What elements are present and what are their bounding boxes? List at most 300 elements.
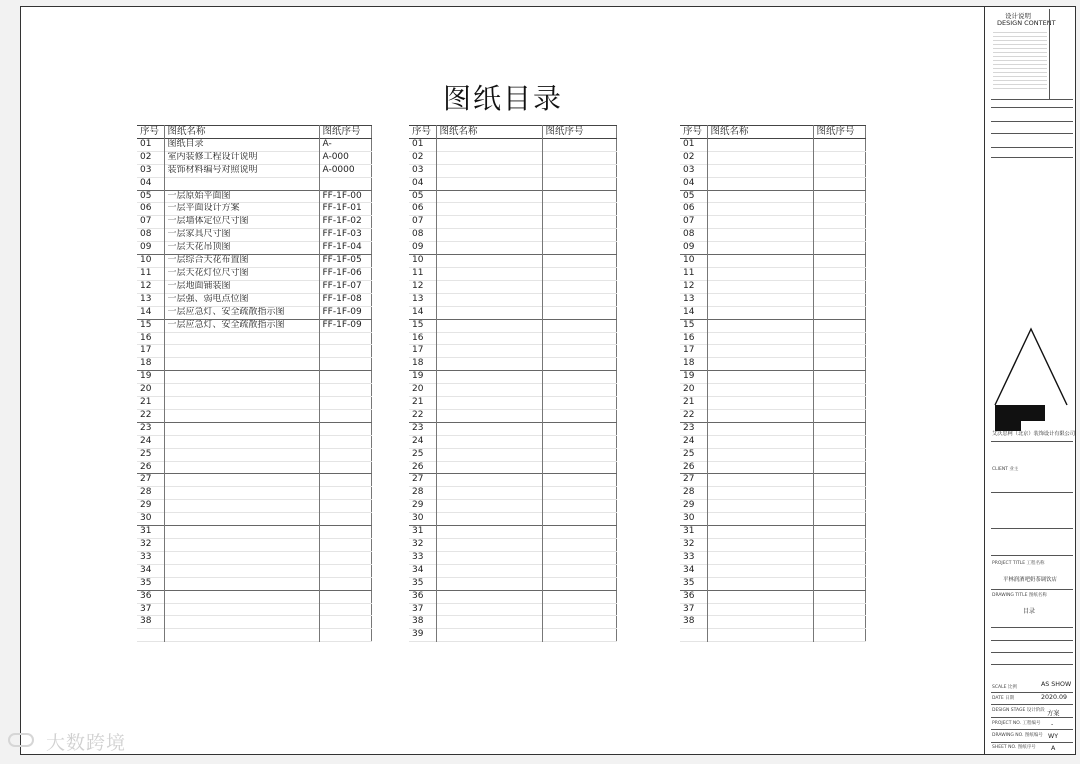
row-number: 38 [412,616,424,627]
row-number: 18 [140,358,152,369]
table-row [409,513,616,526]
row-drawing-name [436,216,542,229]
col-header-code: 图纸序号 [319,126,371,139]
row-drawing-code [542,448,616,461]
row-drawing-code [542,293,616,306]
row-drawing-code [319,629,371,642]
row-number: 22 [683,409,695,420]
index-table-2 [409,125,617,642]
table-row [409,384,616,397]
row-number [680,629,707,642]
row-drawing-code [542,590,616,603]
row-drawing-name [707,526,813,539]
row-drawing-name: 一层强、弱电点位图 [164,293,319,306]
row-drawing-name [707,577,813,590]
row-drawing-name [436,629,542,642]
table-row [409,577,616,590]
table-row [137,500,371,513]
client-label: CLIENT 业主 [992,467,1019,472]
row-number: 01 [412,138,424,149]
row-drawing-code [319,551,371,564]
table-row [680,461,865,474]
row-drawing-code [813,306,865,319]
row-drawing-code [542,138,616,151]
row-drawing-code [542,500,616,513]
row-drawing-code [542,435,616,448]
table-row [137,345,371,358]
row-number: 17 [412,345,424,356]
table-row [137,306,371,319]
row-drawing-code [813,255,865,268]
row-number: 06 [140,203,152,214]
row-drawing-code [542,242,616,255]
row-number: 39 [412,629,424,640]
stage-label: DESIGN STAGE 设计阶段 [992,708,1045,713]
table-row [409,319,616,332]
project-no-label: PROJECT NO. 工程编号 [992,721,1041,726]
scale-label: SCALE 比例 [992,685,1017,690]
table-row [137,384,371,397]
row-number: 16 [412,332,424,343]
row-number: 36 [683,590,695,601]
row-number: 30 [140,513,152,524]
table-row [680,487,865,500]
row-drawing-name [436,577,542,590]
row-drawing-code [813,203,865,216]
row-drawing-code [813,242,865,255]
row-drawing-name [436,435,542,448]
company-logo [993,325,1069,435]
row-drawing-name [164,332,319,345]
table-row [409,242,616,255]
table-row [137,526,371,539]
row-number: 36 [140,590,152,601]
row-drawing-code [319,616,371,629]
index-table-1 [137,125,372,642]
row-number: 27 [140,474,152,485]
row-drawing-name [707,306,813,319]
row-number: 26 [140,461,152,472]
row-drawing-code [542,216,616,229]
table-row [409,435,616,448]
row-drawing-name [436,332,542,345]
row-drawing-name [707,164,813,177]
table-row [137,229,371,242]
row-number: 29 [683,500,695,511]
row-drawing-code: FF-1F-09 [319,319,371,332]
table-row [137,577,371,590]
row-drawing-name [707,229,813,242]
row-drawing-name [436,190,542,203]
row-number: 19 [412,371,424,382]
row-drawing-code [813,526,865,539]
table-row [680,384,865,397]
row-drawing-name [436,564,542,577]
design-content-cn: 设计说明 [1005,12,1031,20]
row-number: 11 [683,267,695,278]
row-number: 35 [412,577,424,588]
table-row [137,293,371,306]
row-drawing-name [436,177,542,190]
row-drawing-code [319,371,371,384]
table-row [137,138,371,151]
row-drawing-name: 一层综合天花布置图 [164,255,319,268]
row-drawing-name [707,371,813,384]
row-number: 38 [683,616,695,627]
row-drawing-name [707,255,813,268]
row-drawing-code: FF-1F-08 [319,293,371,306]
row-number: 37 [412,603,424,614]
row-drawing-code [542,371,616,384]
table-row [680,551,865,564]
row-drawing-name [436,267,542,280]
sheet-no-label: SHEET NO. 图纸序号 [992,745,1036,750]
row-number: 28 [683,487,695,498]
row-drawing-name [164,629,319,642]
row-drawing-code [319,409,371,422]
row-number: 08 [140,229,152,240]
row-drawing-code [319,422,371,435]
table-row [409,629,616,642]
date-value: 2020.09 [1041,694,1068,701]
row-drawing-code [542,409,616,422]
row-drawing-name: 一层原始平面图 [164,190,319,203]
row-number: 19 [140,371,152,382]
table-row [409,371,616,384]
table-row [409,539,616,552]
row-drawing-code [542,474,616,487]
row-drawing-code [813,616,865,629]
table-row [137,164,371,177]
row-number: 24 [140,435,152,446]
row-drawing-code [542,332,616,345]
row-drawing-code [813,164,865,177]
table-row [137,267,371,280]
row-number: 20 [683,384,695,395]
row-drawing-code [319,345,371,358]
row-drawing-code [813,474,865,487]
row-number: 31 [412,526,424,537]
table-row [680,603,865,616]
table-row [137,177,371,190]
row-number: 25 [140,448,152,459]
table-row [680,422,865,435]
row-drawing-name [707,293,813,306]
row-drawing-name [164,371,319,384]
row-drawing-code: FF-1F-06 [319,267,371,280]
row-number: 20 [412,384,424,395]
row-number: 38 [140,616,152,627]
row-drawing-code [813,564,865,577]
row-drawing-name [436,203,542,216]
row-number: 28 [140,487,152,498]
row-drawing-code [542,164,616,177]
table-row [137,616,371,629]
row-number: 08 [683,229,695,240]
row-drawing-name [164,577,319,590]
row-number: 35 [683,577,695,588]
row-drawing-code [319,448,371,461]
row-drawing-code [813,216,865,229]
table-row [409,487,616,500]
table-row [680,474,865,487]
row-drawing-code [813,384,865,397]
row-drawing-code [813,229,865,242]
col-header-number: 序号 [412,126,432,137]
col-header-name: 图纸名称 [707,126,813,139]
table-row [137,461,371,474]
row-number: 10 [412,255,424,266]
row-number: 15 [412,319,424,330]
row-drawing-name [707,177,813,190]
row-number: 27 [412,474,424,485]
row-number: 18 [412,358,424,369]
table-row [680,255,865,268]
row-number: 25 [683,448,695,459]
row-drawing-name [164,500,319,513]
row-drawing-name [436,616,542,629]
row-drawing-code [542,577,616,590]
watermark-logo-icon [8,733,34,747]
row-number: 16 [140,332,152,343]
table-row [137,280,371,293]
table-row [680,177,865,190]
table-row [680,500,865,513]
row-drawing-code: FF-1F-05 [319,255,371,268]
row-drawing-code [542,267,616,280]
row-drawing-name [436,409,542,422]
row-number: 18 [683,358,695,369]
row-drawing-code: A-0000 [319,164,371,177]
table-row [409,590,616,603]
page-title: 图纸目录 [442,82,563,115]
row-drawing-name [164,474,319,487]
table-row [137,564,371,577]
table-row [409,255,616,268]
row-drawing-name [707,345,813,358]
row-drawing-code: FF-1F-02 [319,216,371,229]
table-row [680,539,865,552]
row-number: 23 [412,422,424,433]
row-drawing-code [319,539,371,552]
table-row [680,151,865,164]
company-name: 艾沃思柯（北京）装饰设计有限公司 [992,431,1076,437]
row-drawing-code [542,319,616,332]
row-number: 08 [412,229,424,240]
table-row [137,629,371,642]
row-number: 06 [683,203,695,214]
row-drawing-code [813,190,865,203]
row-drawing-name [707,267,813,280]
row-drawing-name [707,422,813,435]
table-row [137,603,371,616]
row-drawing-code [813,461,865,474]
row-drawing-name [436,487,542,500]
row-drawing-code: FF-1F-00 [319,190,371,203]
table-row [137,435,371,448]
row-drawing-code [542,177,616,190]
table-row [137,409,371,422]
row-drawing-code [813,358,865,371]
table-row [409,177,616,190]
row-number: 26 [412,461,424,472]
table-row [680,345,865,358]
row-drawing-code [319,500,371,513]
table-row [137,216,371,229]
row-drawing-name: 一层墙体定位尺寸图 [164,216,319,229]
table-row [409,500,616,513]
title-block [985,7,1075,754]
row-drawing-name [164,345,319,358]
row-drawing-code: FF-1F-04 [319,242,371,255]
row-number: 29 [140,500,152,511]
row-drawing-code [542,461,616,474]
row-drawing-code [542,358,616,371]
row-number: 13 [412,293,424,304]
row-drawing-code [542,551,616,564]
row-drawing-name [164,397,319,410]
row-drawing-name [436,590,542,603]
signature-columns [1049,9,1072,99]
row-drawing-name [707,280,813,293]
row-number: 33 [140,551,152,562]
table-row [680,164,865,177]
row-number: 37 [683,603,695,614]
row-drawing-code [542,397,616,410]
table-row [680,616,865,629]
row-number: 07 [412,216,424,227]
row-drawing-name [164,435,319,448]
row-number: 22 [412,409,424,420]
row-number: 33 [683,551,695,562]
drawing-label: DRAWING TITLE 图纸名称 [992,593,1047,598]
row-drawing-code [813,422,865,435]
row-drawing-name: 一层平面设计方案 [164,203,319,216]
row-number: 26 [683,461,695,472]
table-row [680,448,865,461]
row-drawing-code [542,229,616,242]
row-drawing-name [436,461,542,474]
row-number: 10 [683,255,695,266]
table-row [409,267,616,280]
row-number: 02 [412,151,424,162]
row-number: 01 [140,138,152,149]
row-drawing-name [707,564,813,577]
row-drawing-code [542,190,616,203]
row-number [137,629,164,642]
row-number: 32 [412,539,424,549]
table-row [137,397,371,410]
row-drawing-name [707,500,813,513]
row-drawing-code [542,564,616,577]
row-drawing-name: 一层地面铺装图 [164,280,319,293]
row-number: 28 [412,487,424,498]
row-drawing-name [436,603,542,616]
table-row [680,513,865,526]
row-drawing-name [707,474,813,487]
table-row [680,242,865,255]
table-row [680,332,865,345]
row-drawing-code [813,448,865,461]
table-row [409,461,616,474]
row-drawing-name [707,242,813,255]
row-drawing-name [436,138,542,151]
table-row [409,280,616,293]
row-drawing-name [707,448,813,461]
table-row [409,448,616,461]
row-number: 05 [412,190,424,201]
row-drawing-code [542,306,616,319]
row-drawing-name [707,409,813,422]
row-drawing-name [707,358,813,371]
row-drawing-code [319,435,371,448]
row-drawing-code [813,371,865,384]
table-row [680,138,865,151]
row-number: 03 [683,164,695,175]
row-drawing-name: 一层天花灯位尺寸图 [164,267,319,280]
table-row [680,203,865,216]
table-row [409,203,616,216]
design-content-en: DESIGN CONTENT [997,19,1056,27]
row-number: 23 [683,422,695,433]
col-header-name: 图纸名称 [164,126,319,139]
col-header-code: 图纸序号 [542,126,616,139]
row-number: 23 [140,422,152,433]
row-drawing-name [436,280,542,293]
table-row [137,332,371,345]
row-drawing-name [164,513,319,526]
table-row [137,203,371,216]
row-drawing-name [707,190,813,203]
row-drawing-code [542,513,616,526]
row-drawing-name [707,319,813,332]
row-drawing-name: 一层应急灯、安全疏散指示图 [164,319,319,332]
row-drawing-name [436,242,542,255]
row-number: 36 [412,590,424,601]
row-number: 14 [140,306,152,317]
row-drawing-name [707,513,813,526]
row-drawing-name [707,138,813,151]
table-row [137,513,371,526]
row-drawing-name [707,216,813,229]
row-drawing-code [319,526,371,539]
row-number: 07 [683,216,695,227]
col-header-number: 序号 [683,126,703,137]
watermark-text: 大数跨境 [46,732,127,754]
row-drawing-code [542,539,616,552]
row-drawing-name [707,590,813,603]
table-row [137,474,371,487]
table-row [409,616,616,629]
row-number: 02 [140,151,152,162]
row-drawing-code [542,345,616,358]
row-number: 17 [683,345,695,356]
row-drawing-name [164,487,319,500]
row-number: 33 [412,551,424,562]
row-number: 19 [683,371,695,382]
table-row [680,526,865,539]
row-drawing-name [164,177,319,190]
row-number: 02 [683,151,695,162]
row-drawing-code [319,603,371,616]
row-drawing-code: FF-1F-09 [319,306,371,319]
row-drawing-code: FF-1F-01 [319,203,371,216]
row-drawing-name [707,435,813,448]
table-row [409,474,616,487]
drawing-no-label: DRAWING NO. 图纸编号 [992,733,1043,738]
row-drawing-name: 一层应急灯、安全疏散指示图 [164,306,319,319]
scale-value: AS SHOW [1041,681,1072,688]
